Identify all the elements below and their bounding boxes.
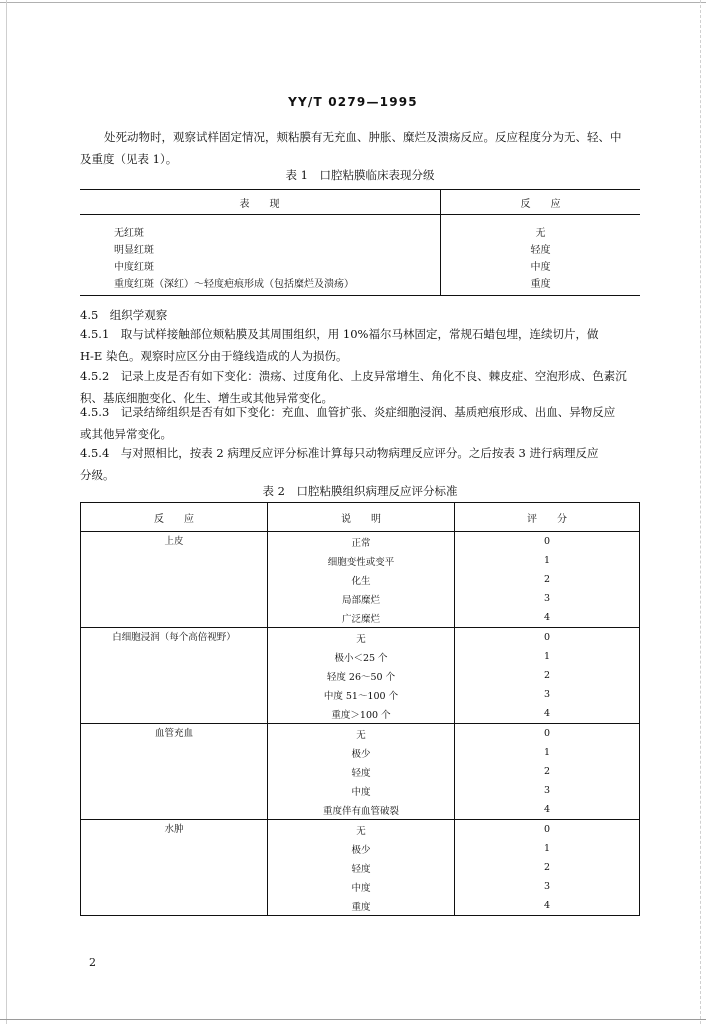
score-cell: 1 — [455, 647, 640, 666]
score-cell: 4 — [455, 896, 640, 916]
score-cell: 3 — [455, 589, 640, 608]
table2 — [80, 502, 640, 916]
score-cell: 1 — [455, 839, 640, 858]
description-cell: 局部糜烂 — [268, 589, 455, 608]
text-line: H-E 染色。观察时应区分由于缝线造成的人为损伤。 — [80, 348, 348, 363]
table-cell: 重度红斑（深红）～轻度疤痕形成（包括糜烂及溃疡） — [80, 274, 441, 296]
score-cell: 0 — [455, 724, 640, 744]
description-cell: 极小＜25 个 — [268, 647, 455, 666]
column-header: 反 应 — [81, 503, 268, 532]
text-line: 及重度（见表 1）。 — [80, 151, 178, 166]
table-cell: 中度红斑 — [80, 257, 441, 274]
table-cell: 无红斑 — [80, 223, 441, 240]
score-cell: 1 — [455, 551, 640, 570]
score-cell: 2 — [455, 858, 640, 877]
table-row — [80, 223, 640, 240]
table-row — [81, 628, 640, 648]
score-cell: 3 — [455, 685, 640, 704]
score-cell: 4 — [455, 608, 640, 628]
scan-edge-right — [700, 0, 701, 1024]
reaction-cell: 水肿 — [81, 820, 268, 916]
description-cell: 轻度 — [268, 762, 455, 781]
paragraph-4-5-4 — [80, 443, 640, 486]
description-cell: 正常 — [268, 532, 455, 552]
score-cell: 2 — [455, 666, 640, 685]
description-cell: 广泛糜烂 — [268, 608, 455, 628]
text-line: 处死动物时，观察试样固定情况，颊粘膜有无充血、肿胀、糜烂及溃疡反应。反应程度分为无、轻、中 — [104, 130, 622, 144]
description-cell: 化生 — [268, 570, 455, 589]
score-cell: 0 — [455, 532, 640, 552]
description-cell: 重度＞100 个 — [268, 704, 455, 724]
table1 — [80, 189, 640, 296]
description-cell: 轻度 — [268, 858, 455, 877]
score-cell: 4 — [455, 800, 640, 820]
score-cell: 1 — [455, 743, 640, 762]
score-cell: 2 — [455, 570, 640, 589]
description-cell: 极少 — [268, 839, 455, 858]
standard-header: YY/T 0279—1995 — [288, 95, 418, 109]
column-header: 表 现 — [80, 190, 441, 215]
score-cell: 3 — [455, 781, 640, 800]
table-cell: 重度 — [441, 274, 641, 296]
description-cell: 无 — [268, 820, 455, 840]
reaction-cell: 上皮 — [81, 532, 268, 628]
score-cell: 3 — [455, 877, 640, 896]
page-number: 2 — [89, 956, 96, 969]
reaction-cell: 白细胞浸润（每个高倍视野） — [81, 628, 268, 724]
description-cell: 重度伴有血管破裂 — [268, 800, 455, 820]
table-header-row — [80, 190, 640, 215]
scan-edge-bottom — [0, 1019, 706, 1020]
description-cell: 轻度 26～50 个 — [268, 666, 455, 685]
description-cell: 极少 — [268, 743, 455, 762]
score-cell: 0 — [455, 820, 640, 840]
table-cell: 无 — [535, 228, 546, 239]
text-line: 4.5.1 取与试样接触部位颊粘膜及其周围组织，用 10%福尔马林固定，常规石蜡包埋，连续切片，做 — [80, 327, 599, 341]
paragraph-4-5-1 — [80, 324, 640, 367]
section-heading-4-5: 4.5 组织学观察 — [80, 308, 168, 322]
table-row — [81, 820, 640, 840]
text-line: 分级。 — [80, 467, 115, 482]
description-cell: 重度 — [268, 896, 455, 916]
table-header-row — [81, 503, 640, 532]
table-cell: 轻度 — [530, 245, 551, 256]
description-cell: 细胞变性或变平 — [268, 551, 455, 570]
text-line: 4.5.2 记录上皮是否有如下变化：溃疡、过度角化、上皮异常增生、角化不良、棘皮症、空泡形成、色素沉 — [80, 369, 627, 383]
table-row — [80, 274, 640, 296]
table-row — [81, 724, 640, 744]
table1-caption: 表 1 口腔粘膜临床表现分级 — [285, 168, 435, 182]
column-header: 评 分 — [455, 503, 640, 532]
score-cell: 2 — [455, 762, 640, 781]
text-line: 4.5.4 与对照相比，按表 2 病理反应评分标准计算每只动物病理反应评分。之后按表 3 进行病理反应 — [80, 446, 599, 460]
table2-caption: 表 2 口腔粘膜组织病理反应评分标准 — [262, 484, 458, 498]
table-row — [81, 532, 640, 552]
intro-paragraph — [80, 127, 640, 170]
table-cell: 中度 — [530, 262, 551, 273]
table-row — [80, 240, 640, 257]
column-header: 说 明 — [268, 503, 455, 532]
score-cell: 4 — [455, 704, 640, 724]
text-line: 4.5.3 记录结缔组织是否有如下变化：充血、血管扩张、炎症细胞浸润、基质疤痕形成、出血、异物反应 — [80, 405, 616, 419]
text-line: 积、基底细胞变化、化生、增生或其他异常变化。 — [80, 390, 333, 405]
score-cell: 0 — [455, 628, 640, 648]
table-cell: 明显红斑 — [80, 240, 441, 257]
description-cell: 中度 51～100 个 — [268, 685, 455, 704]
description-cell: 中度 — [268, 877, 455, 896]
paragraph-4-5-3 — [80, 402, 640, 445]
text-line: 或其他异常变化。 — [80, 426, 172, 441]
scan-edge-left — [6, 0, 7, 1024]
description-cell: 中度 — [268, 781, 455, 800]
description-cell: 无 — [268, 724, 455, 744]
scan-edge-top — [0, 2, 706, 3]
table-row — [80, 257, 640, 274]
column-header: 反 应 — [441, 190, 641, 215]
description-cell: 无 — [268, 628, 455, 648]
reaction-cell: 血管充血 — [81, 724, 268, 820]
